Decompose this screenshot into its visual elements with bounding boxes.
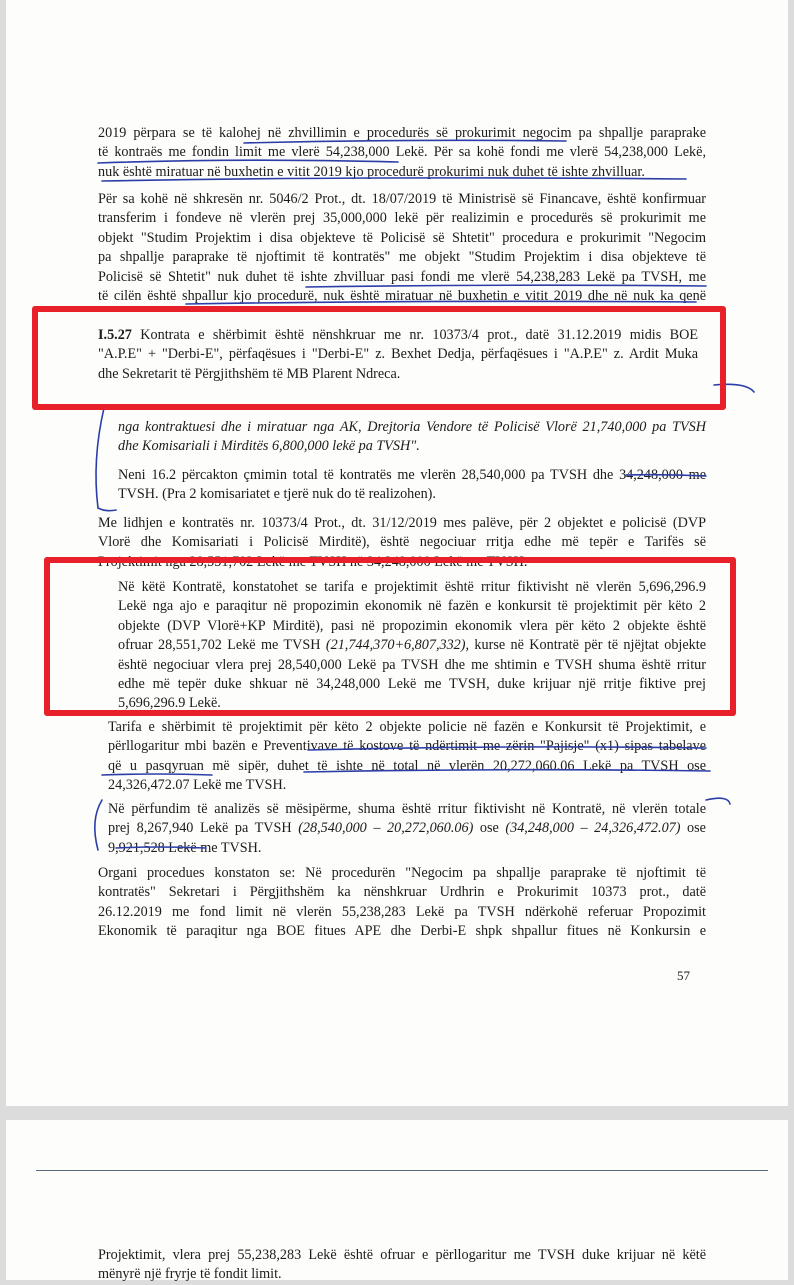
paragraph-fictive-increase: Në këtë Kontratë, konstatohet se tarifa e projektimit është rritur fiktivisht në vlerën 5,696,296.9 Lekë nga ajo e paraqitur në propozimin ekonomik në fazën e konkursit të projektimit për këto 2 objekte (DVP Vlorë+KP Mirditë), pasi në propozimin ekonomik vlera për këto 2 objekte është ofruar 28,551,702 Lekë me TVSH (21,744,370+6,807,332), kurse në Kontratë për të njëjtat objekte është negociuar vlera prej 28,540,000 Lekë pa TVSH dhe me shtimin e TVSH shuma është rritur edhe më tepër duke shkuar në 34,248,000 Lekë me TVSH, duke krijuar një rritje fiktive prej 5,696,296.9 Lekë. <box>118 579 707 712</box>
paragraph-budget: 2019 përpara se të kalohej në zhvillimin e procedurës së prokurimit negocim pa shpallje paraprake të kontraës me fondin limit me vlerë 54,238,000 Lekë. Për sa kohë fondi me vlerë 54,238,000 Lekë, nuk është miratuar në buxhetin e vitit 2019 kjo procedurë prokurimi nuk duhet të ishte zhvilluar. <box>98 125 706 180</box>
pen-bracket-3 <box>95 800 102 850</box>
highlight-box-fictive-increase <box>44 557 736 716</box>
section-I-5-27: I.5.27 Kontrata e shërbimit është nënshkruar me nr. 10373/4 prot., datë 31.12.2019 midis BOE "A.P.E" + "Derbi-E", përfaqësues i "Derbi-E" z. Bexhet Dedja, përfaqësues i "A.P.E" z. Ardit Muka dhe Sekretarit të Përgjithshëm të MB Plarent Ndreca. <box>98 327 698 382</box>
paragraph-continuation: Projektimit, vlera prej 55,238,283 Lekë është ofruar e përllogaritur me TVSH duke krijuar në këtë mënyrë një fryrje të fondit limit. <box>98 1247 706 1283</box>
pen-bracket-1 <box>96 408 104 508</box>
pen-bracket-2 <box>98 508 116 511</box>
section-label: I.5.27 <box>98 327 132 343</box>
pen-curve-2 <box>706 798 730 804</box>
paragraph-transfer: Për sa kohë në shkresën nr. 5046/2 Prot., dt. 18/07/2019 të Ministrisë së Financave, është konfirmuar transferim i fondeve në vlerën prej 35,000,000 lekë për realizimin e procedurës së prokurimit me objekt "Studim Projektim i disa objekteve të Policisë së Shtetit" procedura e prokurimit "Negocim pa shpallje paraprake të njoftimit të kontratës" me objekt "Studim Projektim i disa objekteve të Policisë së Shtetit" nuk duhet të ishte zhvilluar pasi fondi me vlerë 54,238,283 Lekë pa TVSH, me të cilën është shpallur kjo procedurë, nuk është miratuar në buxhetin e vitit 2019 dhe në nuk ka qenë <box>98 191 706 305</box>
document-page-1 <box>6 0 788 1106</box>
paragraph-contract-signing: Me lidhjen e kontratës nr. 10373/4 Prot., dt. 31/12/2019 mes palëve, për 2 objektet e policisë (DVP Vlorë dhe Komisariati i Policisë Mirditë), është negociuar rritja edhe më tepër e Tarifës së Projektimit nga 28,551,702 Lekë me TVSH në 34,248,000 Lekë me TVSH. <box>98 515 706 570</box>
highlight-box-contract <box>32 306 726 410</box>
document-page-2 <box>6 1120 788 1283</box>
paragraph-neni-16-2: Neni 16.2 përcakton çmimin total të kontratës me vlerën 28,540,000 pa TVSH dhe 34,248,000 me TVSH. (Pra 2 komisariatet e tjerë nuk do të realizohen). <box>118 467 706 503</box>
page-number: 57 <box>677 968 690 983</box>
header-rule <box>36 1170 768 1171</box>
paragraph-organi: Organi procedues konstaton se: Në procedurën "Negocim pa shpallje paraprake të njoftimit të kontratës" Sekretari i Përgjithshëm ka nënshkruar Urdhrin e Prokurimit 10373 prot., datë 26.12.2019 me fond limit në vlerën 55,238,283 Lekë pa TVSH ndërkohë referuar Propozimit Ekonomik të paraqitur nga BOE fitues APE dhe Derbi-E shpk shpallur fitues në Konkursin e <box>98 865 706 940</box>
paragraph-conclusion: Në përfundim të analizës së mësipërme, shuma është rritur fiktivisht në Kontratë, në vlerën totale prej 8,267,940 Lekë pa TVSH (28,540,000 – 20,272,060.06) ose (34,248,000 – 24,326,472.07) ose 9,921,528 Lekë me TVSH. <box>108 801 706 856</box>
paragraph-approved-values: nga kontraktuesi dhe i miratuar nga AK, Drejtoria Vendore të Policisë Vlorë 21,740,000 pa TVSH dhe Komisariali i Mirditës 6,800,000 lekë pa TVSH". <box>118 419 706 455</box>
paragraph-service-fee: Tarifa e shërbimit të projektimit për këto 2 objekte policie në fazën e Konkursit të Projektimit, e përllogaritur mbi bazën e Preventivave të kostove të ndërtimit me zërin "Pajisje" (x1) sipas tabelave që u pasqyruan më sipër, duhet të ishte në total në vlerën 20,272,060.06 Lekë pa TVSH ose 24,326,472.07 Lekë me TVSH. <box>108 719 706 794</box>
